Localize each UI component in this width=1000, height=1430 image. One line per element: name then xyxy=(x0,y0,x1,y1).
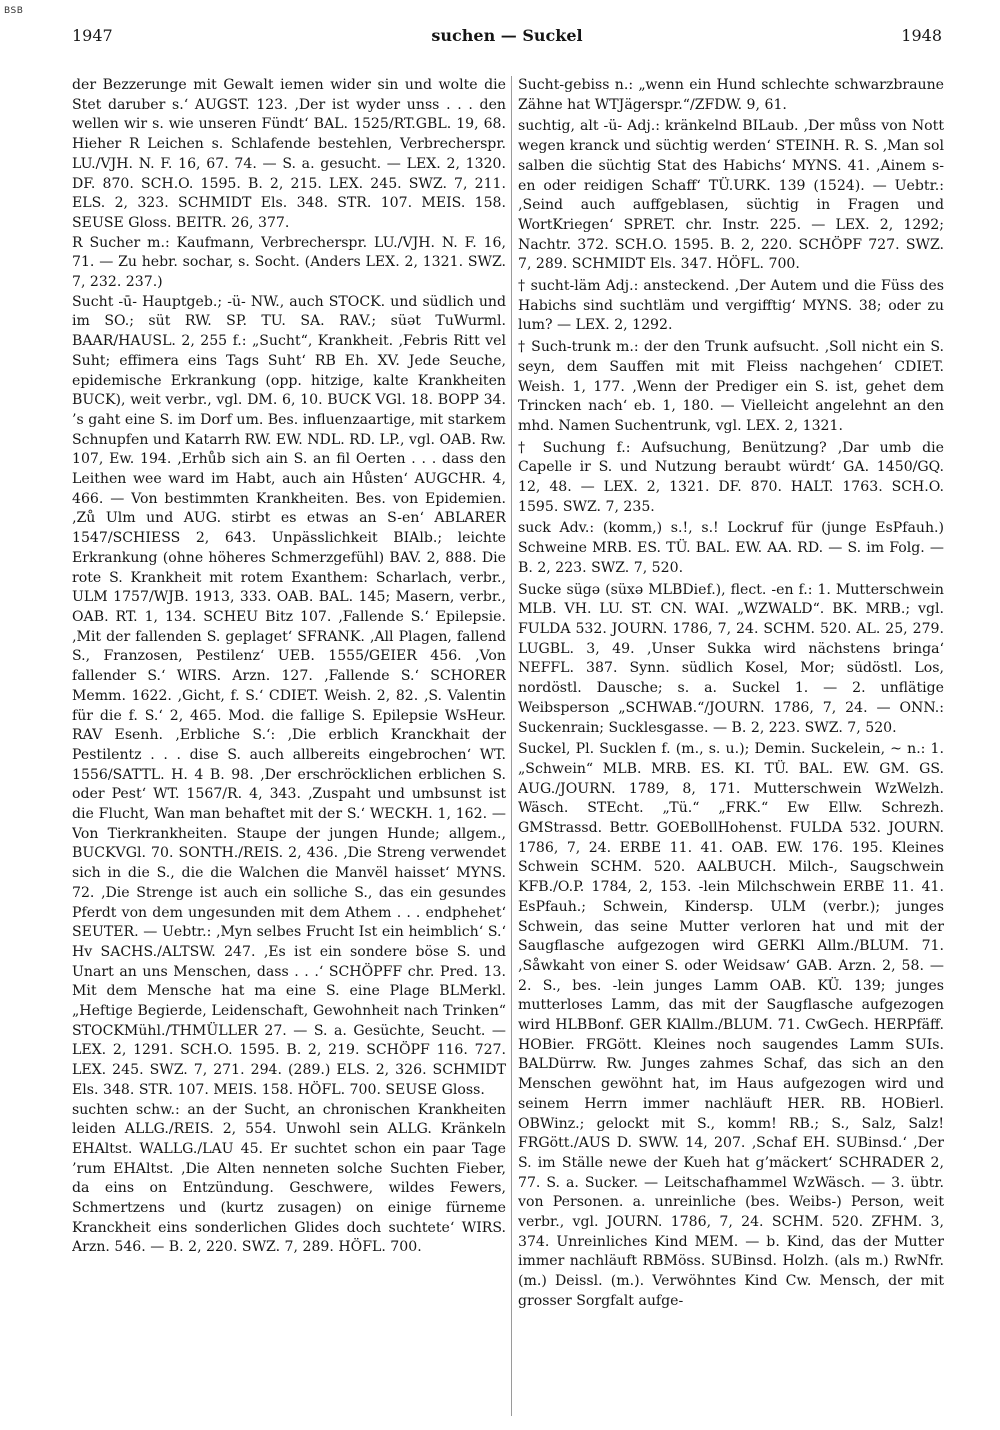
entry-sucht-gebiss: Sucht-gebiss n.: „wenn ein Hund schlechte schwarzbraune Zähne hat WTJägerspr.“/ZFDW. 9, 61. xyxy=(518,77,944,113)
entry-suchen-continued: der Bezzerunge mit Gewalt iemen wider sin und wolte die Stet daruber s.‘ AUGST. 123. ‚Der ist wyder unss . . . den wellen wir s. wie unseren Fündt‘ BAL. 1525/RT.GBL. 19, 68. Hieher R Leichen s. Schlafende bestehlen, Verbrecherspr. LU./VJH. N. F. 16, 67. 74. — S. a. gesucht. — LEX. 2, 1320. DF. 870. SCH.O. 1595. B. 2, 215. LEX. 245. SWZ. 7, 211. ELS. 2, 323. SCHMIDT Els. 348. STR. 107. MEIS. 158. SEUSE Gloss. BEITR. 26, 377. xyxy=(72,77,506,231)
page-number-left: 1947 xyxy=(72,26,113,45)
entry-sucke: Sucke sügə (süxə MLBDief.), flect. -en f.: 1. Mutterschwein MLB. VH. LU. ST. CN. WAI. „WZWALD“. BK. MRB.; vgl. FULDA 532. JOURN. 1786, 7, 24. SCHM. 520. AL. 25, 279. LUGBL. 3, 49. ‚Unser Sukka wird nächstens bringa‘ NEFFL. 387. Synn. südlich Kosel, Mor; südöstl. Los, nordöstl. Dausche; s. a. Suckel 1. — 2. unflätige Weibsperson „SCHWAB.“/JOURN. 1786, 7, 24. — ONN.: Suckenrain; Sucklesgasse. — B. 2, 223. SWZ. 7, 520. xyxy=(518,581,944,736)
library-stamp: BSB xyxy=(4,6,24,16)
running-headword: suchen — Suckel xyxy=(431,26,583,45)
entry-suck: suck Adv.: (komm,) s.!, s.! Lockruf für (junge EsPfauh.) Schweine MRB. ES. TÜ. BAL. EW. AA. RD. — S. im Folg. — B. 2, 223. SWZ. 7, 520. xyxy=(518,520,944,576)
entry-suchung: † Suchung f.: Aufsuchung, Benützung? ‚Dar umb die Capelle ir S. und Nutzung beraubt würdt‘ GA. 1450/GQ. 12, 48. — LEX. 2, 1321. DF. 870. HALT. 1763. SCH.O. 1595. SWZ. 7, 235. xyxy=(518,439,944,515)
entry-sucher: R Sucher m.: Kaufmann, Verbrecherspr. LU./VJH. N. F. 16, 71. — Zu hebr. sochar, s. Socht. (Anders LEX. 2, 1321. SWZ. 7, 232. 237.) xyxy=(72,234,506,291)
page-header xyxy=(72,26,942,56)
entry-sucht: Sucht -ū- Hauptgeb.; -ü- NW., auch STOCK. und südlich und im SO.; süt RW. SP. TU. SA. RAV.; süət TuWurml. BAAR/HAUSL. 2, 255 f.: „Sucht“, Krankheit. ‚Febris Ritt vel Suht; effimera eins Tags Suht‘ RB Eh. XV. Jede Seuche, epidemische Erkrankung (opp. hitzige, kalte Krankheiten BUCK), weit verbr., vgl. DM. 6, 10. BUCK VGl. 18. BOPP 34. ’s gaht eine S. im Dorf um. Bes. influenzaartige, mit starkem Schnupfen und Katarrh RW. EW. NDL. RD. LP., vgl. OAB. Rw. 107, Ew. 194. ‚Erhůb sich ain S. an fil Oerten . . . dass den Leithen wee ward im Habt, auch ain Hůsten‘ AUGCHR. 4, 466. — Von bestimmten Krankheiten. Bes. von Epidemien. ‚Zů Ulm und AUG. stirbt es etwas an S-en‘ ABLARER 1547/SCHIESS 2, 643. Unpässlichkeit BIAlb.; leichte Erkrankung (ohne höheres Schmerzgefühl) BAV. 2, 888. Die rote S. Krankheit mit rotem Exanthem: Scharlach, verbr., ULM 1757/WJB. 1913, 333. OAB. BAL. 145; Masern, verbr., OAB. RT. 1, 134. SCHEU Bitz 107. ‚Fallende S.‘ Epilepsie. ‚Mit der fallenden S. geplaget‘ SFRANK. ‚All Plagen, fallend S., Franzosen, Pestilenz‘ UEB. 1555/GEIER 456. ‚Von fallender S.‘ WIRS. Arzn. 127. ‚Fallende S.‘ SCHORER Memm. 1622. ‚Gicht, f. S.‘ CDIET. Weish. 2, 82. ‚S. Valentin für die f. S.‘ 2, 465. Mod. die fallige S. Epilepsie WsHeur. RAV Esenh. ‚Erbliche S.‘: ‚Die erblich Kranckhait der Pestilentz . . . dise S. auch allbereits eingebrochen‘ WT. 1556/SATTL. H. 4 B. 98. ‚Der erschröcklichen erblichen S. oder Pest‘ WT. 1567/R. 4, 343. ‚Zuspaht und umbsunst ist die Flucht, Wan man behaftet mit der S.‘ WECKH. 1, 162. — Von Tierkrankheiten. Staupe der jungen Hunde; allgem., BUCKVGl. 70. SONTH./REIS. 2, 436. ‚Die Streng verwendet sich in die S., die die Walchen die Manvël haisset‘ MYNS. 72. ‚Die Strenge ist auch ein solliche S., das ein gesundes Pferdt von dem ungesunden mit dem Athem . . . endphehet‘ SEUTER. — Uebtr.: ‚Myn selbes Frucht Ist ein heimblich‘ S.‘ Hv SACHS./ALTSW. 247. ‚Es ist ein sondere böse S. und Unart an uns Menschen, dass . . .‘ SCHÖPFF chr. Pred. 13. Mit dem Mensche hat ma eine S. eine Plage BLMerkl. „Heftige Begierde, Leidenschaft, Gewohnheit nach Trinken“ STOCKMühl./THMÜLLER 27. — S. a. Gesüchte, Seucht. — LEX. 2, 1291. SCH.O. 1595. B. 2, 219. SCHÖPF 116. 727. LEX. 245. SWZ. 7, 271. 294. (289.) ELS. 2, 326. SCHMIDT Els. 348. STR. 107. MEIS. 158. HÖFL. 700. SEUSE Gloss. xyxy=(72,293,506,1098)
right-column xyxy=(518,76,944,1430)
page-number-right: 1948 xyxy=(901,26,942,45)
entry-suchtig: suchtig, alt -ü- Adj.: kränkelnd BILaub. ‚Der můss von Nott wegen kranck und süchtig werden‘ STEINH. R. S. ‚Man sol salben die süchtig Stat des Habichs‘ MYNS. 41. ‚Ainem s-en oder reidigen Schaff‘ TÜ.URK. 139 (1524). — Uebtr.: ‚Seind auch auffgeblasen, süchtig in Fragen und WortKriegen‘ SPRET. chr. Instr. 225. — LEX. 2, 1292; Nachtr. 372. SCH.O. 1595. B. 2, 220. SCHÖPF 727. SWZ. 7, 289. SCHMIDT Els. 347. HÖFL. 700. xyxy=(518,118,944,273)
entry-suckel: Suckel, Pl. Sucklen f. (m., s. u.); Demin. Suckelein, ~ n.: 1. „Schwein“ MLB. MRB. ES. KI. TÜ. BAL. EW. GM. GS. AUG./JOURN. 1789, 8, 171. Mutterschwein WzWelzh. Wäsch. STEcht. „Tü.“ „FRK.“ Ew Ellw. Schrezh. GMStrassd. Bettr. GOEBollHohenst. FULDA 532. JOURN. 1786, 7, 24. ERBE 11. 41. OAB. EW. 176. 195. Kleines Schwein SCHM. 520. AALBUCH. Milch-, Saugschwein KFB./O.P. 1784, 2, 153. -lein Milchschwein ERBE 11. 41. EsPfauh.; Schwein, Kindersp. ULM (verbr.); junges Schwein, das seine Mutter verloren hat und mit der Saugflasche aufgezogen wird GERKl Allm./BLUM. 71. ‚Såwkaht von einer S. oder Weidsaw‘ GAB. Arzn. 2, 58. — 2. S., bes. -lein junges Lamm OAB. KÜ. 139; junges mutterloses Lamm, das mit der Saugflasche aufgezogen wird HLBBonf. GER KlAllm./BLUM. 71. CwGech. HERPfäff. HOBier. FRGött. Kleines noch saugendes Lamm SUIs. BALDürrw. Rw. Junges zahmes Schaf, das sich an den Menschen gewöhnt hat, im Haus aufgezogen wird und seinem Herrn immer nachläuft HER. RB. HOBierl. OBWinz.; gelockt mit S., komm! RB.; S., Salz, Salz! FRGött./AUS D. SWW. 14, 207. ‚Schaf EH. SUBinsd.‘ ‚Der S. im Ställe newe der Kueh hat g’mäckert‘ SCHRADER 2, 77. S. a. Sucker. — Leitschafhammel WzWäsch. — 3. übtr. von Personen. a. unreinliche (bes. Weibs-) Person, weit verbr., vgl. JOURN. 1786, 7, 24. SCHM. 520. ZFHM. 3, 374. Unreinliches Kind MEM. — b. Kind, das der Mutter immer nachläuft RBMöss. SUBinsd. Holzh. (als m.) RwNfr. (m.) Deissl. (m.). Verwöhntes Kind Cw. Mensch, der mit grosser Sorgfalt aufge- xyxy=(518,741,944,1309)
entry-suchten: suchten schw.: an der Sucht, an chronischen Krankheiten leiden ALLG./REIS. 2, 554. Unwohl sein ALLG. Kränkeln EHAltst. WALLG./LAU 45. Er suchtet schon ein paar Tage ’rum EHAltst. ‚Die Alten nenneten solche Suchten Fieber, da eins on Entzündung. Geschwere, wildes Fewers, Schmertzens und (kurtz zusagen) on einige fürneme Kranckheit eins sonderlichen Glides doch suchtete‘ WIRS. Arzn. 546. — B. 2, 220. SWZ. 7, 289. HÖFL. 700. xyxy=(72,1101,506,1256)
entry-such-trunk: † Such-trunk m.: der den Trunk aufsucht. ‚Soll nicht ein S. seyn, dem Sauffen mit mit Fleiss nachgehen‘ CDIET. Weish. 1, 177. ‚Wenn der Prediger ein S. ist, gehet dem Trincken nach‘ eb. 1, 180. — Vielleicht angelehnt an den mhd. Namen Suchentrunk, vgl. LEX. 2, 1321. xyxy=(518,339,944,434)
column-divider xyxy=(511,76,512,1416)
entry-sucht-laem: † sucht-läm Adj.: ansteckend. ‚Der Autem und die Füss des Habichs sind suchtläm und vergifftig‘ MYNS. 38; oder zu lum? — LEX. 2, 1292. xyxy=(518,278,944,334)
left-column xyxy=(72,76,506,1430)
